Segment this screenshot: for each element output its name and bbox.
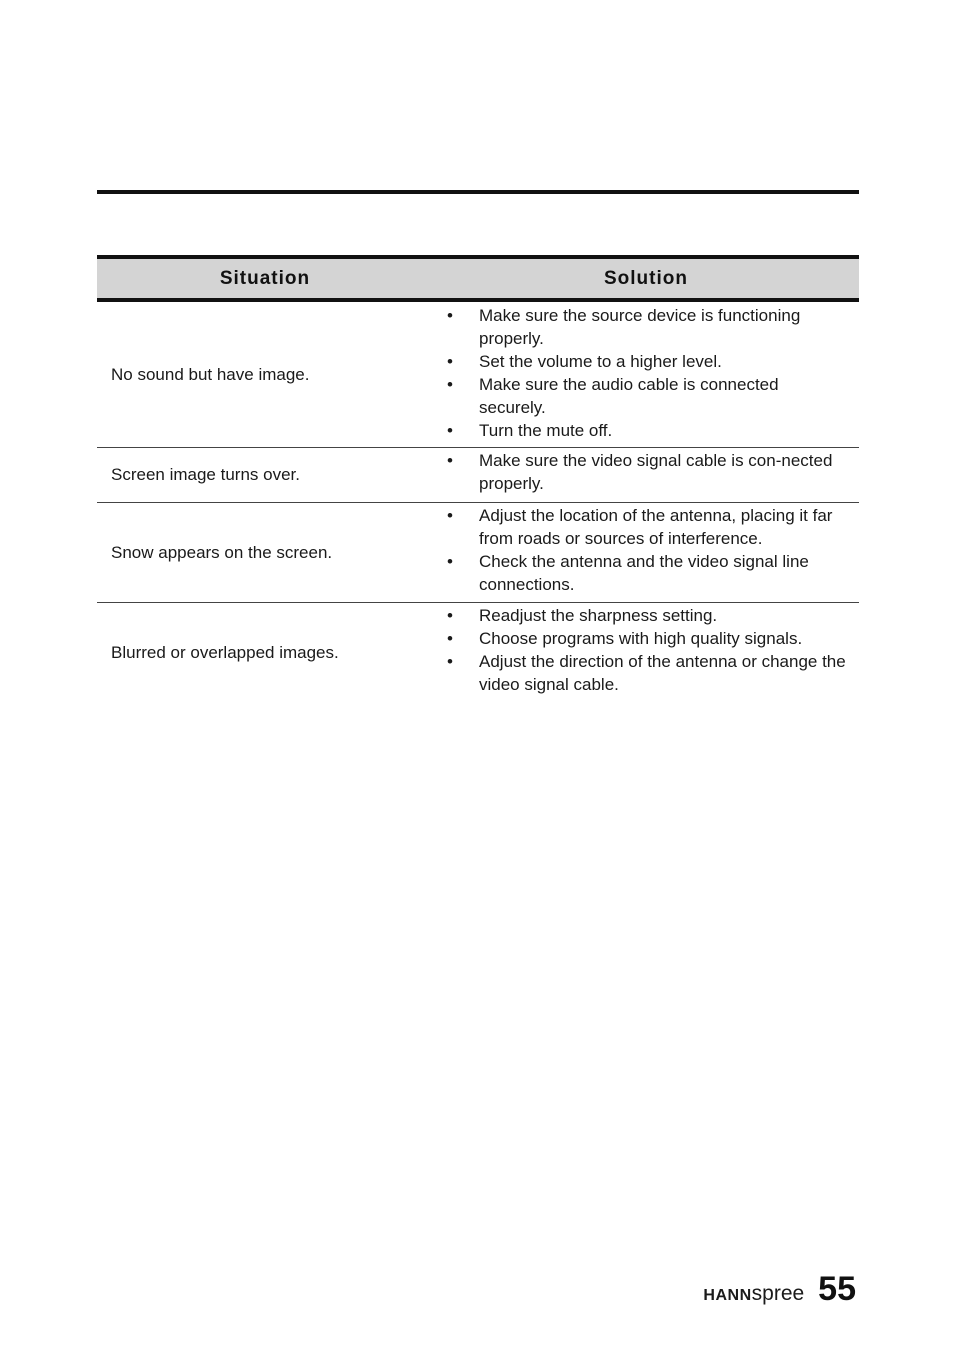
solution-item: • Adjust the direction of the antenna or change the video signal cable. bbox=[447, 652, 846, 694]
situation-cell: Snow appears on the screen. bbox=[111, 542, 333, 562]
solution-cell bbox=[433, 302, 859, 447]
solution-item: • Adjust the location of the antenna, placing it far from roads or sources of interference. bbox=[447, 506, 833, 548]
solution-item: • Turn the mute off. bbox=[447, 421, 613, 440]
header-situation: Situation bbox=[219, 267, 311, 289]
header-solution: Solution bbox=[604, 267, 688, 289]
solution-item: • Readjust the sharpness setting. bbox=[447, 606, 718, 625]
top-rule bbox=[97, 190, 859, 194]
solution-cell bbox=[433, 503, 859, 602]
table-row bbox=[97, 302, 859, 448]
solution-item: • Make sure the source device is functioning properly. bbox=[447, 306, 801, 348]
solution-item: • Make sure the audio cable is connected securely. bbox=[447, 375, 779, 417]
brand-logo-bold: HANN bbox=[703, 1287, 752, 1304]
solution-cell bbox=[433, 603, 859, 703]
situation-cell: Blurred or overlapped images. bbox=[111, 643, 339, 662]
page-footer bbox=[703, 1270, 856, 1309]
table-row bbox=[97, 448, 859, 503]
brand-logo-light: spree bbox=[751, 1282, 805, 1305]
situation-cell: No sound but have image. bbox=[111, 364, 310, 384]
table-row bbox=[97, 603, 859, 703]
situation-cell: Screen image turns over. bbox=[111, 465, 300, 484]
solution-item: • Set the volume to a higher level. bbox=[447, 352, 722, 371]
solution-item: • Choose programs with high quality signals. bbox=[447, 629, 803, 648]
table-row bbox=[97, 503, 859, 603]
solution-item: • Make sure the video signal cable is con-nected properly. bbox=[447, 451, 833, 493]
page-number: 55 bbox=[818, 1270, 856, 1308]
solution-item: • Check the antenna and the video signal line connections. bbox=[447, 552, 809, 594]
troubleshooting-table bbox=[97, 255, 859, 703]
solution-cell bbox=[433, 448, 859, 502]
table-header bbox=[97, 255, 859, 302]
